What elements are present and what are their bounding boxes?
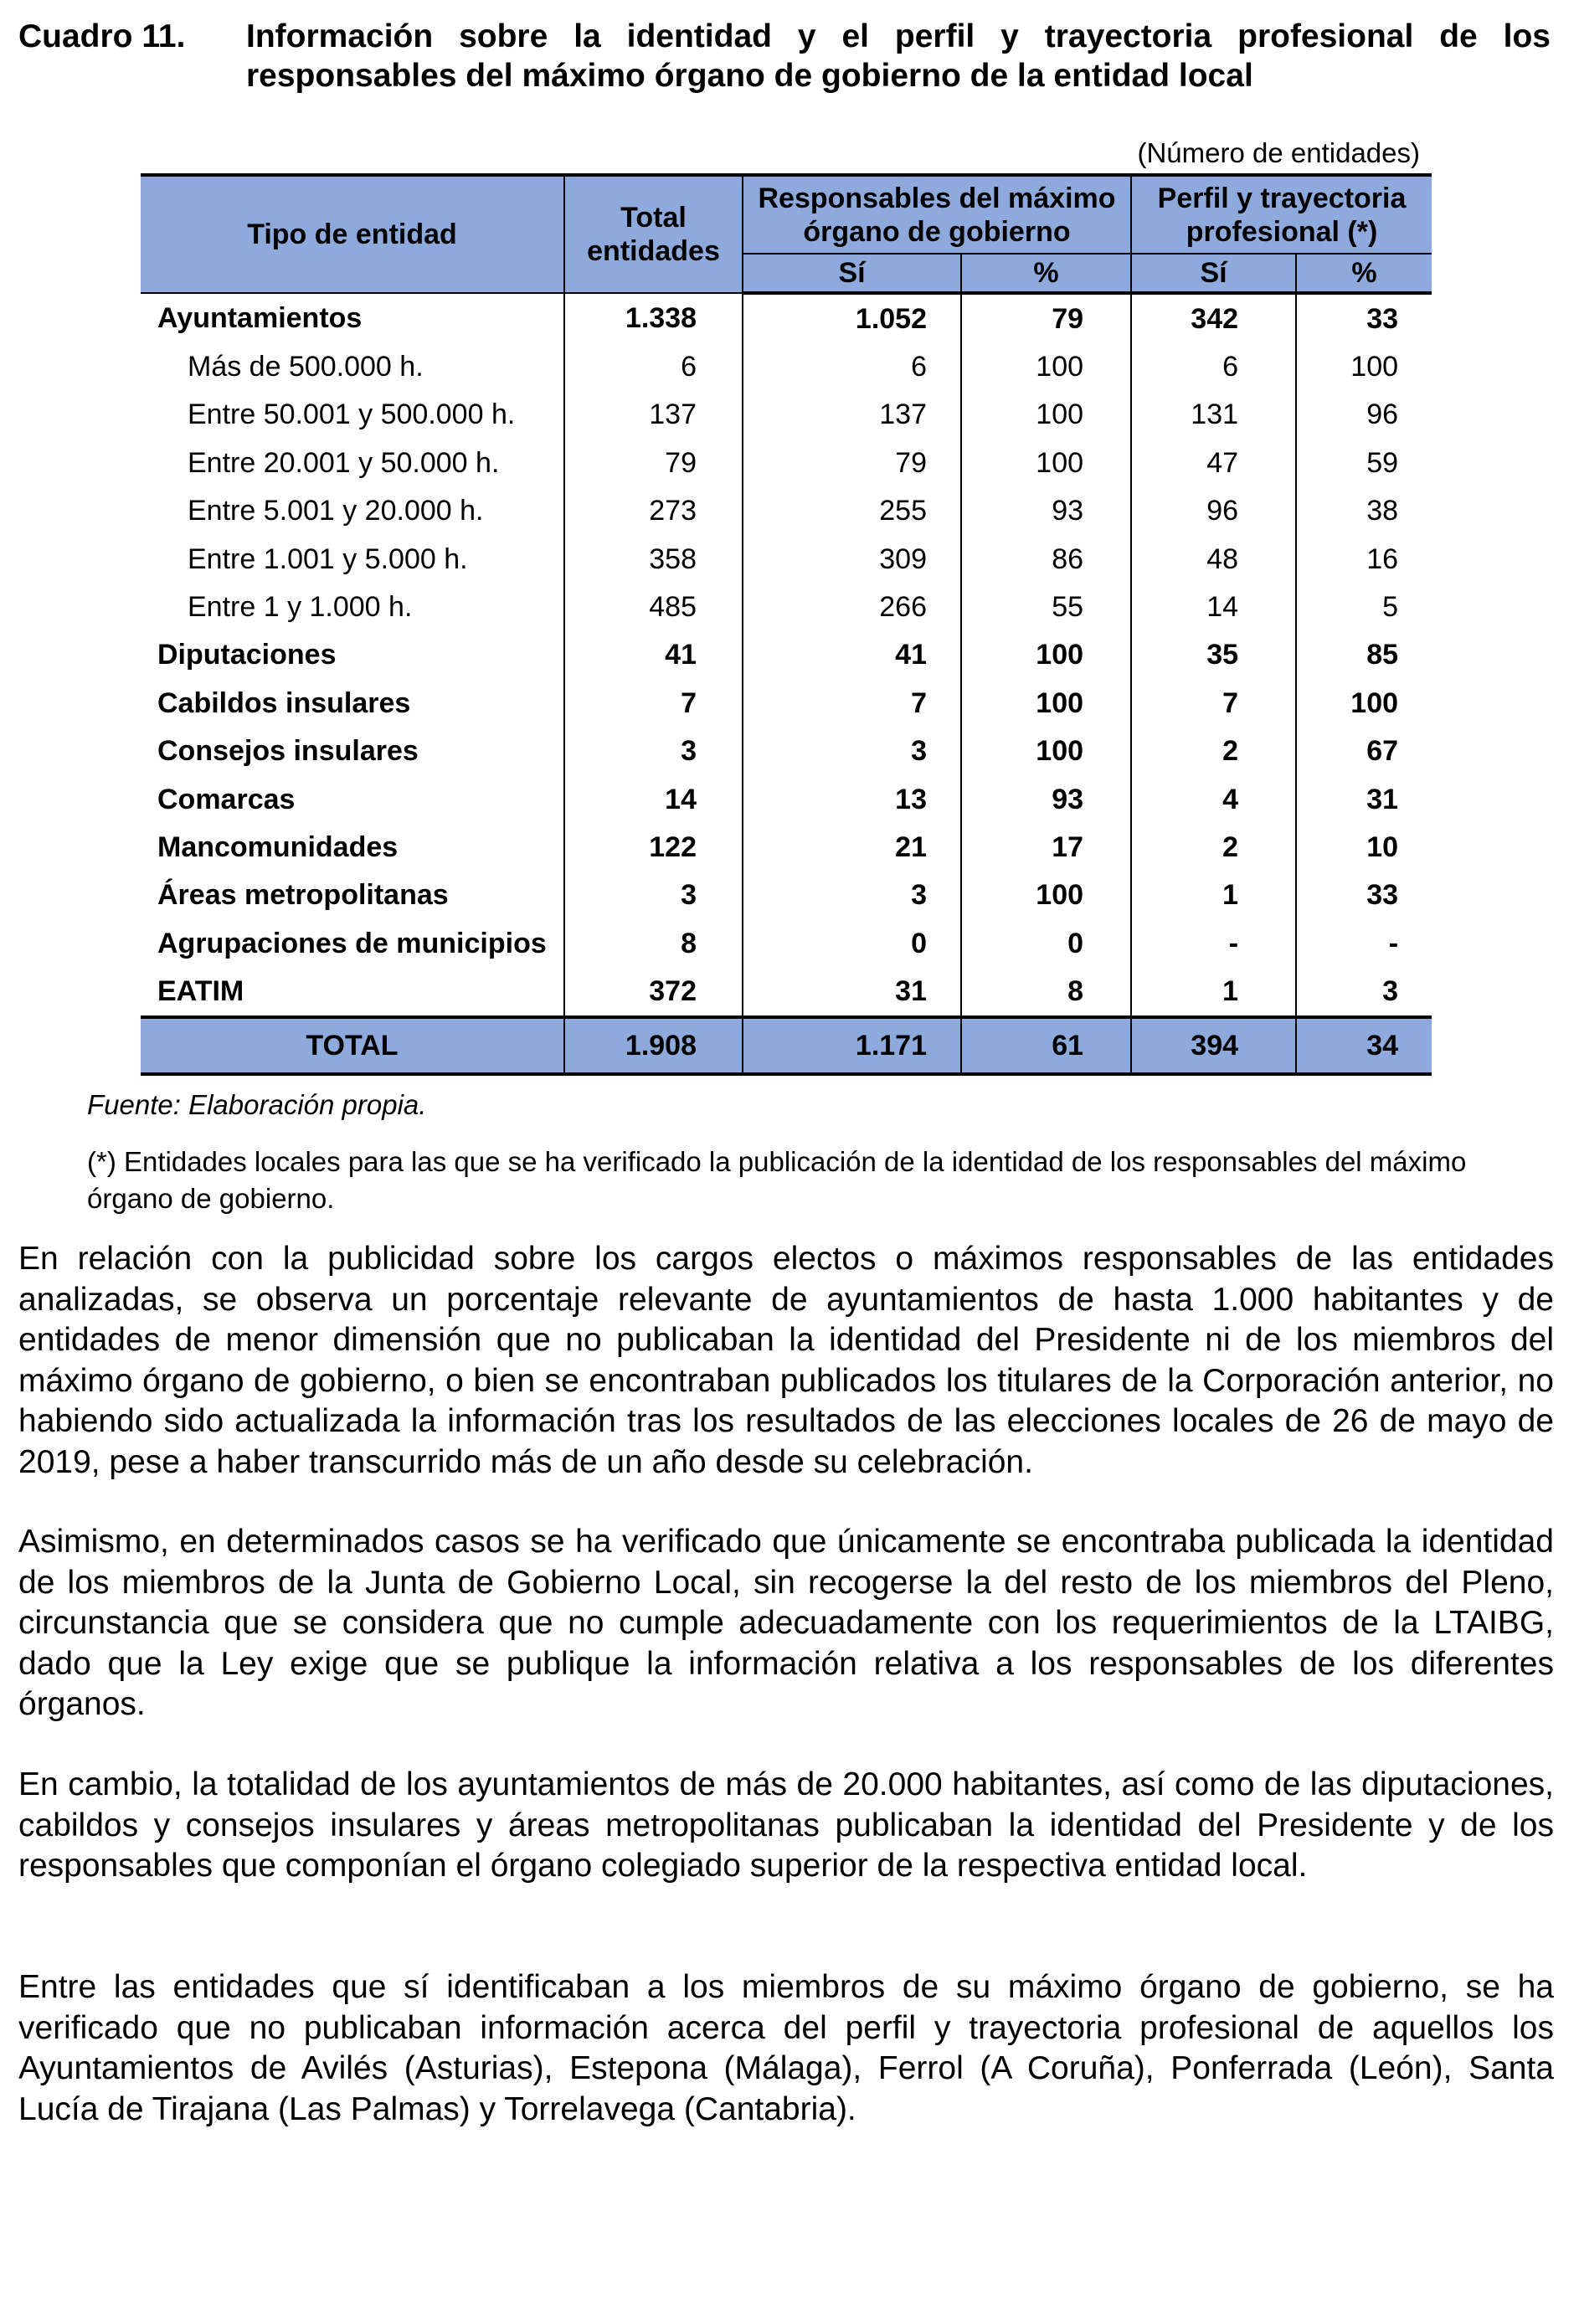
cell-total: 372 <box>564 967 743 1016</box>
cell-perf-pct: 10 <box>1296 823 1432 871</box>
row-label: Entre 1.001 y 5.000 h. <box>188 542 468 575</box>
cell-perf-si: 96 <box>1131 487 1296 535</box>
header-resp-si: Sí <box>743 254 961 293</box>
caption-title: Información sobre la identidad y el perfil y trayectoria profesional de los responsables del máximo órgano de gobierno de la entidad local <box>246 18 1551 94</box>
table-row <box>141 728 1432 775</box>
cell-perf-pct: 38 <box>1296 487 1432 535</box>
row-label: Consejos insulares <box>157 735 419 768</box>
cell-total: 485 <box>564 583 743 630</box>
total-label: TOTAL <box>141 1017 564 1074</box>
cell-resp-pct: 55 <box>961 583 1131 630</box>
row-label: Entre 5.001 y 20.000 h. <box>188 495 484 527</box>
cell-total: 41 <box>564 631 743 679</box>
table-row <box>141 293 1432 342</box>
cell-total: 3 <box>564 728 743 775</box>
cell-resp-si: 31 <box>743 967 961 1016</box>
cell-perf-pct: 67 <box>1296 728 1432 775</box>
cell-perf-pct: 16 <box>1296 535 1432 583</box>
cell-perf-pct: 85 <box>1296 631 1432 679</box>
cell-resp-si: 7 <box>743 679 961 727</box>
header-row-1 <box>141 175 1432 254</box>
cell-perf-si: 14 <box>1131 583 1296 630</box>
table-row <box>141 967 1432 1016</box>
cell-total: 122 <box>564 823 743 871</box>
cell-total: 6 <box>564 342 743 390</box>
total-cell-perf-pct: 34 <box>1296 1017 1432 1074</box>
row-label: Diputaciones <box>157 639 337 671</box>
table-row <box>141 823 1432 871</box>
cell-resp-si: 266 <box>743 583 961 630</box>
cell-total: 137 <box>564 391 743 439</box>
cell-resp-pct: 100 <box>961 391 1131 439</box>
paragraph-2: Asimismo, en determinados casos se ha verificado que únicamente se encontraba publicada la identidad de los miembros de la Junta de Gobierno Local, sin recogerse la del resto de los miembros del Pleno, circunstancia que se considera que no cumple adecuadamente con los requerimientos de la LTAIBG, dado que la Ley exige que se publique la información relativa a los responsables de los diferentes órganos. <box>18 1524 1554 1722</box>
header-tipo: Tipo de entidad <box>141 175 564 293</box>
cell-resp-si: 1.052 <box>743 293 961 342</box>
paragraph-1: En relación con la publicidad sobre los cargos electos o máximos responsables de las entidades analizadas, se observa un porcentaje relevante de ayuntamientos de hasta 1.000 habitantes y de entidades de menor dimensión que no publicaban la identidad del Presidente ni de los miembros del máximo órgano de gobierno, o bien se encontraban publicados los titulares de la Corporación anterior, no habiendo sido actualizada la información tras los resultados de las elecciones locales de 26 de mayo de 2019, pese a haber transcurrido más de un año desde su celebración. <box>18 1241 1554 1480</box>
cell-resp-pct: 100 <box>961 872 1131 919</box>
cell-perf-si: - <box>1131 919 1296 967</box>
row-label: Comarcas <box>157 783 296 815</box>
cell-perf-pct: 3 <box>1296 967 1432 1016</box>
total-cell-resp-si: 1.171 <box>743 1017 961 1074</box>
header-perf-pct: % <box>1296 254 1432 293</box>
header-perf-si: Sí <box>1131 254 1296 293</box>
cell-perf-si: 7 <box>1131 679 1296 727</box>
table-row <box>141 535 1432 583</box>
cell-perf-pct: 100 <box>1296 342 1432 390</box>
table-row <box>141 919 1432 967</box>
table-row <box>141 679 1432 727</box>
cell-total: 8 <box>564 919 743 967</box>
table-row <box>141 342 1432 390</box>
cell-resp-pct: 79 <box>961 293 1131 342</box>
cell-perf-si: 342 <box>1131 293 1296 342</box>
cell-resp-si: 309 <box>743 535 961 583</box>
paragraph-3: En cambio, la totalidad de los ayuntamientos de más de 20.000 habitantes, así como de las diputaciones, cabildos y consejos insulares y áreas metropolitanas publicaban la identidad del Presidente y de los responsables que componían el órgano colegiado superior de la respectiva entidad local. <box>18 1766 1554 1884</box>
header-total: Total entidades <box>564 175 743 293</box>
cell-perf-si: 35 <box>1131 631 1296 679</box>
units-note: (Número de entidades) <box>1137 137 1420 168</box>
footnote: (*) Entidades locales para las que se ha verificado la publicación de la identidad de los responsables del máximo órgano de gobierno. <box>87 1146 1467 1214</box>
cell-perf-si: 48 <box>1131 535 1296 583</box>
cell-resp-pct: 93 <box>961 775 1131 823</box>
total-cell-total: 1.908 <box>564 1017 743 1074</box>
cell-perf-pct: 33 <box>1296 293 1432 342</box>
cell-total: 3 <box>564 872 743 919</box>
cell-resp-pct: 100 <box>961 439 1131 486</box>
row-label: EATIM <box>157 975 244 1008</box>
header-responsables: Responsables del máximo órgano de gobierno <box>743 175 1131 254</box>
cell-resp-si: 3 <box>743 872 961 919</box>
cell-total: 14 <box>564 775 743 823</box>
data-table <box>141 173 1432 1076</box>
row-label: Agrupaciones de municipios <box>157 927 547 959</box>
cell-perf-si: 47 <box>1131 439 1296 486</box>
cell-total: 79 <box>564 439 743 486</box>
cell-perf-pct: 100 <box>1296 679 1432 727</box>
cell-resp-si: 137 <box>743 391 961 439</box>
cell-resp-pct: 0 <box>961 919 1131 967</box>
cell-resp-si: 79 <box>743 439 961 486</box>
cell-resp-si: 6 <box>743 342 961 390</box>
table-row <box>141 439 1432 486</box>
cell-resp-pct: 100 <box>961 342 1131 390</box>
cell-total: 1.338 <box>564 293 743 342</box>
table-row <box>141 631 1432 679</box>
cell-perf-si: 1 <box>1131 967 1296 1016</box>
row-label: Cabildos insulares <box>157 686 411 719</box>
row-label: Entre 1 y 1.000 h. <box>188 591 413 624</box>
cell-resp-si: 41 <box>743 631 961 679</box>
header-resp-pct: % <box>961 254 1131 293</box>
cell-resp-si: 0 <box>743 919 961 967</box>
cell-perf-pct: 5 <box>1296 583 1432 630</box>
table-row <box>141 872 1432 919</box>
cell-total: 7 <box>564 679 743 727</box>
row-label: Ayuntamientos <box>157 302 363 335</box>
row-label: Entre 20.001 y 50.000 h. <box>188 446 500 479</box>
total-row <box>141 1017 1432 1074</box>
cell-resp-pct: 100 <box>961 679 1131 727</box>
cell-resp-pct: 17 <box>961 823 1131 871</box>
cell-perf-si: 2 <box>1131 823 1296 871</box>
cell-resp-si: 3 <box>743 728 961 775</box>
row-label: Entre 50.001 y 500.000 h. <box>188 398 516 431</box>
table-row <box>141 583 1432 630</box>
row-label: Áreas metropolitanas <box>157 879 449 912</box>
table-body <box>141 293 1432 1074</box>
cell-perf-pct: 31 <box>1296 775 1432 823</box>
cell-perf-pct: 59 <box>1296 439 1432 486</box>
cell-perf-si: 6 <box>1131 342 1296 390</box>
cell-perf-pct: 33 <box>1296 872 1432 919</box>
cell-perf-si: 1 <box>1131 872 1296 919</box>
table-row <box>141 487 1432 535</box>
cell-resp-pct: 100 <box>961 728 1131 775</box>
cell-perf-pct: 96 <box>1296 391 1432 439</box>
cell-perf-si: 2 <box>1131 728 1296 775</box>
cell-resp-si: 21 <box>743 823 961 871</box>
cell-total: 358 <box>564 535 743 583</box>
row-label: Más de 500.000 h. <box>188 351 424 383</box>
cell-resp-pct: 8 <box>961 967 1131 1016</box>
cell-perf-pct: - <box>1296 919 1432 967</box>
cell-total: 273 <box>564 487 743 535</box>
cell-resp-pct: 93 <box>961 487 1131 535</box>
cell-resp-pct: 100 <box>961 631 1131 679</box>
cell-resp-pct: 86 <box>961 535 1131 583</box>
table-row <box>141 775 1432 823</box>
table-row <box>141 391 1432 439</box>
source-note: Fuente: Elaboración propia. <box>87 1089 427 1120</box>
total-cell-perf-si: 394 <box>1131 1017 1296 1074</box>
cell-perf-si: 4 <box>1131 775 1296 823</box>
cell-resp-si: 255 <box>743 487 961 535</box>
header-perfil: Perfil y trayectoria profesional (*) <box>1131 175 1432 254</box>
cell-perf-si: 131 <box>1131 391 1296 439</box>
paragraph-4: Entre las entidades que sí identificaban a los miembros de su máximo órgano de gobierno, se ha verificado que no publicaban información acerca del perfil y trayectoria profesional de aquellos los Ayuntamientos de Avilés (Asturias), Estepona (Málaga), Ferrol (A Coruña), Ponferrada (León), Santa Lucía de Tirajana (Las Palmas) y Torrelavega (Cantabria). <box>18 1969 1554 2127</box>
caption-number: Cuadro 11. <box>18 18 186 54</box>
total-cell-resp-pct: 61 <box>961 1017 1131 1074</box>
row-label: Mancomunidades <box>157 830 399 863</box>
cell-resp-si: 13 <box>743 775 961 823</box>
